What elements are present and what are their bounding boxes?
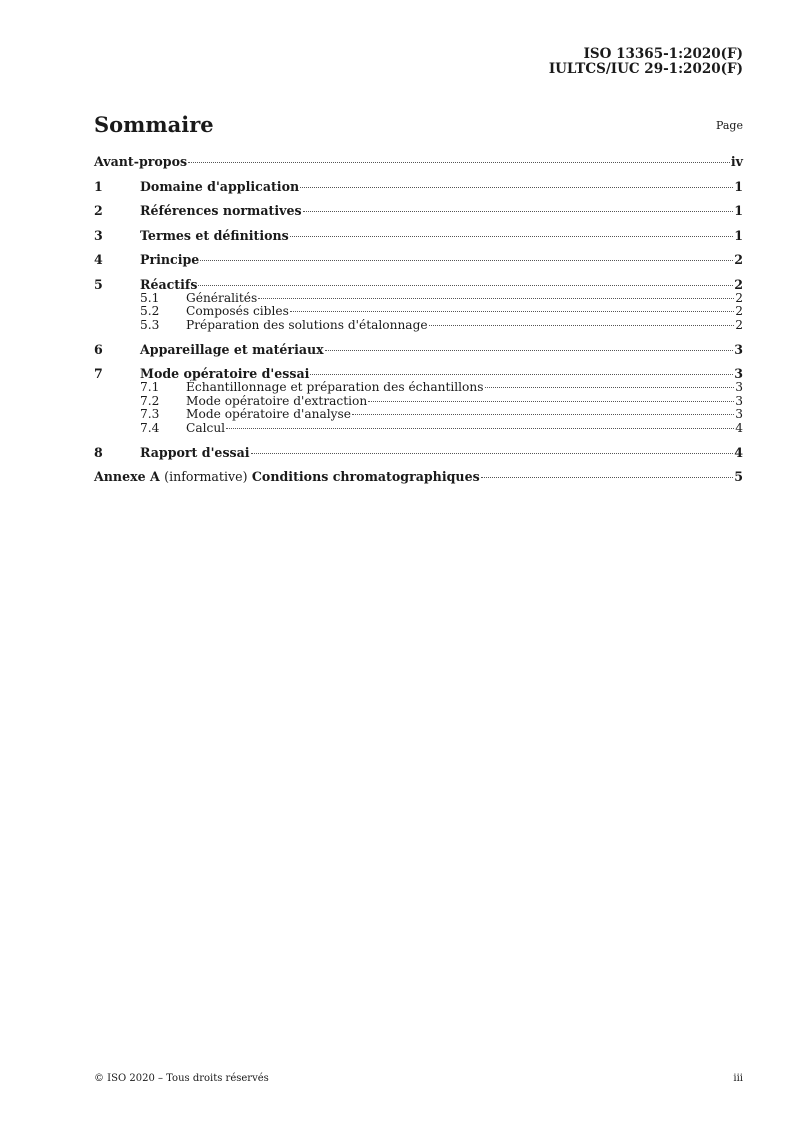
toc-entry-page: 4 <box>734 444 743 460</box>
toc-entry-7-3[interactable] <box>94 408 743 422</box>
dot-leader <box>429 325 735 326</box>
dot-leader <box>352 414 734 415</box>
toc-entry-5-2[interactable] <box>94 305 743 319</box>
toc-entry-title: Rapport d'essai <box>140 444 250 460</box>
dot-leader <box>368 401 734 402</box>
toc-annex-label: Annexe A <box>94 469 160 484</box>
copyright-notice: © ISO 2020 – Tous droits réservés <box>94 1073 269 1084</box>
toc-entry-page: 3 <box>735 380 743 394</box>
document-header <box>549 47 743 77</box>
toc-entry-title: Échantillonnage et préparation des échantillons <box>186 380 484 394</box>
toc-entry-number: 7.4 <box>140 420 160 435</box>
toc-entry-number: 5.2 <box>140 304 160 318</box>
dot-leader <box>188 162 730 163</box>
toc-entry-8[interactable] <box>94 445 743 460</box>
toc-entry-number: 4 <box>94 252 103 267</box>
toc-entry-6[interactable] <box>94 342 743 357</box>
dot-leader <box>481 477 734 478</box>
toc-entry-number: 1 <box>94 178 103 194</box>
toc-entry-page: 4 <box>735 420 743 435</box>
dot-leader <box>198 285 733 286</box>
toc-entry-page: 3 <box>735 407 743 421</box>
toc-entry-number: 7 <box>94 366 103 381</box>
toc-entry-title: Calcul <box>186 420 226 435</box>
toc-entry-title: Généralités <box>186 290 258 305</box>
toc-entry-7-2[interactable] <box>94 395 743 409</box>
toc-entry-page: 5 <box>734 469 743 484</box>
toc-entry-title: Domaine d'application <box>140 178 300 194</box>
toc-entry-5-1[interactable] <box>94 292 743 306</box>
toc-entry-number: 5.1 <box>140 290 160 305</box>
toc-entry-page: 3 <box>734 341 743 357</box>
toc-entry-title: Réactifs <box>140 276 198 292</box>
dot-leader <box>251 453 734 454</box>
toc-entry-title: Mode opératoire d'analyse <box>186 407 351 421</box>
toc-entry-3[interactable] <box>94 228 743 243</box>
toc-entry-7[interactable] <box>94 366 743 381</box>
toc-entry-number: 5 <box>94 276 103 292</box>
dot-leader <box>290 311 734 312</box>
toc-entry-number: 6 <box>94 341 103 357</box>
toc-entry-number: 5.3 <box>140 317 160 332</box>
toc-entry-number: 8 <box>94 444 103 460</box>
page-column-label: Page <box>715 119 743 132</box>
toc-entry-number: 7.3 <box>140 407 160 421</box>
toc-entry-5-3[interactable] <box>94 319 743 333</box>
toc-entry-title: Principe <box>140 252 200 267</box>
toc-entry-7-4[interactable] <box>94 422 743 436</box>
toc-entry-page: iv <box>730 154 743 169</box>
toc-entry-title: Références normatives <box>140 203 302 218</box>
toc-entry-page: 1 <box>734 227 743 243</box>
toc-entry-number: 7.2 <box>140 393 160 408</box>
toc-annex-note: (informative) <box>164 469 248 484</box>
toc-entry-page: 2 <box>735 317 743 332</box>
toc-entry-page: 2 <box>735 304 743 318</box>
toc-entry-1[interactable] <box>94 179 743 194</box>
toc-entry-title: Préparation des solutions d'étalonnage <box>186 317 428 332</box>
toc-entry-number: 2 <box>94 203 103 218</box>
toc-entry-7-1[interactable] <box>94 381 743 395</box>
toc-entry-title: Mode opératoire d'extraction <box>186 393 368 408</box>
toc-entry-page: 2 <box>734 252 743 267</box>
toc-entry-page: 3 <box>734 366 743 381</box>
toc-entry-title: Conditions chromatographiques <box>251 469 480 484</box>
dot-leader <box>310 374 733 375</box>
toc-entry-page: 1 <box>734 178 743 194</box>
standard-number: ISO 13365-1:2020(F) <box>583 46 743 62</box>
toc-entry-page: 2 <box>735 290 743 305</box>
dot-leader <box>290 236 733 237</box>
toc-entry-title: Mode opératoire d'essai <box>140 366 310 381</box>
toc-entry-page: 3 <box>735 393 743 408</box>
toc-entry-2[interactable] <box>94 203 743 218</box>
toc-entry-page: 2 <box>734 276 743 292</box>
toc-entry-page: 1 <box>734 203 743 218</box>
toc-entry-foreword[interactable] <box>94 154 743 169</box>
toc-entry-annex-a[interactable] <box>94 469 743 484</box>
dot-leader <box>300 187 733 188</box>
toc-entry-number: 7.1 <box>140 380 160 394</box>
toc-entry-title: Appareillage et matériaux <box>140 341 324 357</box>
toc-entry-title: Termes et définitions <box>140 227 289 243</box>
toc-entry-title: Avant-propos <box>94 154 188 169</box>
dot-leader <box>303 211 734 212</box>
toc-entry-4[interactable] <box>94 252 743 267</box>
standard-number-secondary: IULTCS/IUC 29-1:2020(F) <box>548 61 743 77</box>
dot-leader <box>325 350 734 351</box>
dot-leader <box>485 387 735 388</box>
dot-leader <box>258 298 734 299</box>
toc-entry-title: Composés cibles <box>186 304 289 318</box>
page-number: iii <box>733 1073 743 1084</box>
page-title: Sommaire <box>94 112 214 137</box>
table-of-contents <box>94 154 743 484</box>
dot-leader <box>200 260 733 261</box>
toc-entry-5[interactable] <box>94 277 743 292</box>
toc-entry-number: 3 <box>94 227 103 243</box>
dot-leader <box>226 428 734 429</box>
